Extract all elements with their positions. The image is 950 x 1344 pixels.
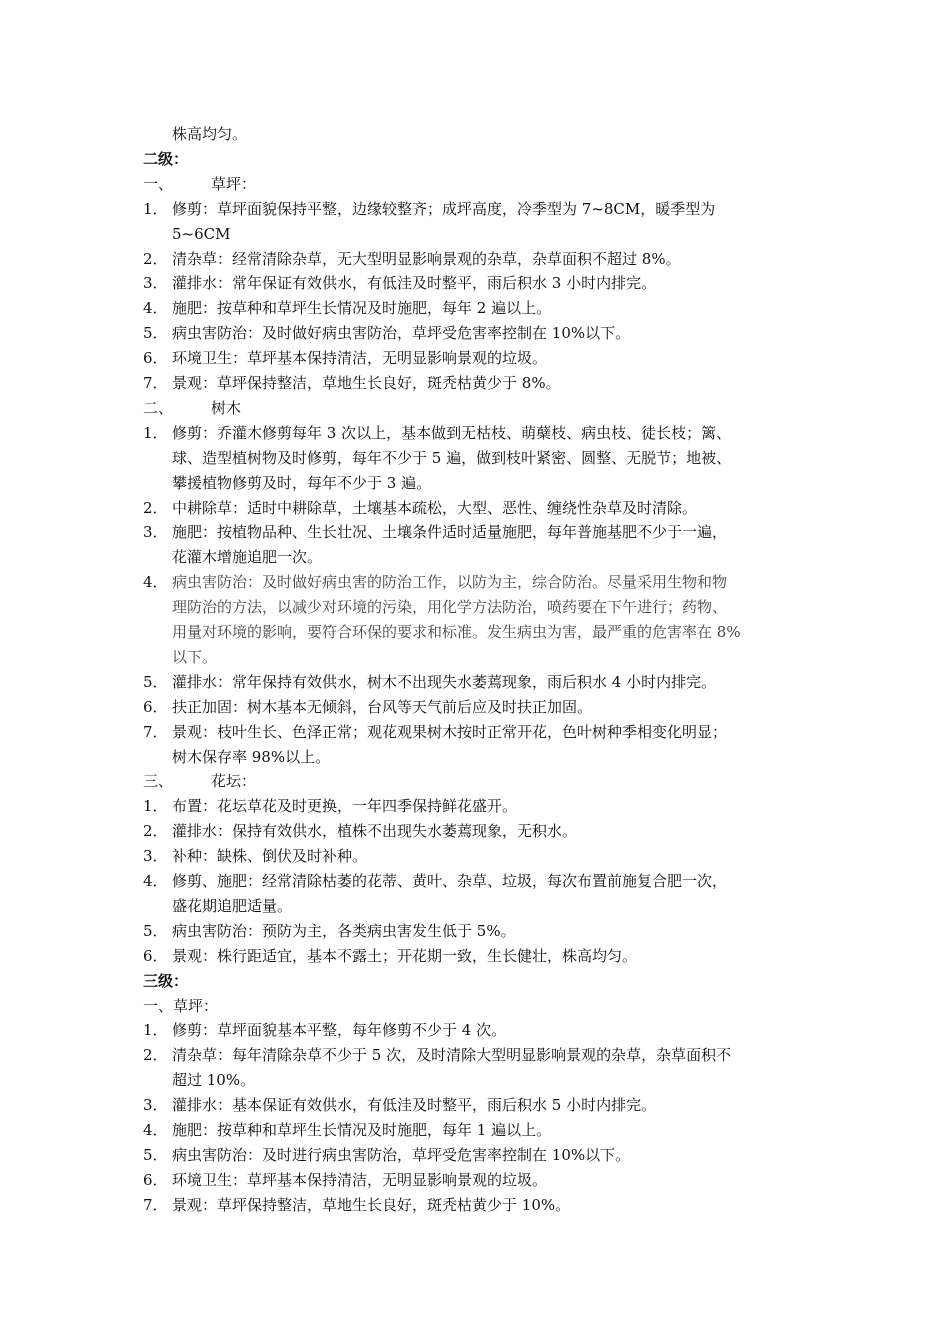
continuation-text: 株高均匀。 (172, 125, 248, 143)
item-text: 灌排水：基本保证有效供水，有低洼及时整平，雨后积水 5 小时内排完。 (172, 1096, 657, 1115)
item-number: 4． (143, 1121, 168, 1139)
item-text: 5~6CM (172, 224, 231, 243)
item-text: 扶正加固：树木基本无倾斜，台风等天气前后应及时扶正加固。 (172, 697, 593, 716)
section-number: 二、 (143, 398, 174, 417)
item-text: 修剪：草坪面貌保持平整，边缘较整齐；成坪高度，冷季型为 7~8CM，暖季型为 (172, 199, 716, 218)
item-number: 4． (143, 872, 168, 890)
item-number: 1． (143, 199, 168, 218)
item-number: 7． (143, 1195, 168, 1214)
item-text: 用量对环境的影响，要符合环保的要求和标准。发生病虫为害，最严重的危害率在 8% (172, 623, 741, 641)
item-number: 7． (143, 722, 168, 741)
item-text: 景观：草坪保持整洁，草地生长良好，斑秃枯黄少于 10%。 (172, 1195, 571, 1214)
item-text: 以下。 (172, 647, 218, 666)
item-text: 清杂草：每年清除杂草不少于 5 次，及时清除大型明显影响景观的杂草，杂草面积不 (172, 1046, 732, 1065)
section-number: 三、 (143, 772, 174, 791)
item-text: 施肥：按植物品种、生长壮况、土壤条件适时适量施肥，每年普施基肥不少于一遍， (172, 523, 728, 542)
item-text: 病虫害防治：预防为主，各类病虫害发生低于 5%。 (172, 921, 516, 940)
item-text: 病虫害防治：及时进行病虫害防治，草坪受危害率控制在 10%以下。 (172, 1145, 631, 1164)
item-text: 景观：株行距适宜，基本不露土；开花期一致，生长健壮，株高均匀。 (172, 946, 638, 965)
item-number: 5． (143, 1145, 168, 1164)
item-text: 环境卫生：草坪基本保持清洁，无明显影响景观的垃圾。 (172, 349, 548, 368)
item-number: 6． (143, 697, 168, 716)
section-title-flowerbed: 花坛： (211, 772, 257, 791)
item-number: 6． (143, 946, 168, 965)
item-text: 树木保存率 98%以上。 (172, 747, 331, 766)
item-number: 2． (143, 1046, 168, 1065)
item-text: 病虫害防治：及时做好病虫害防治，草坪受危害率控制在 10%以下。 (172, 324, 631, 343)
item-number: 1． (143, 423, 168, 442)
item-text: 灌排水：常年保证有效供水，有低洼及时整平，雨后积水 3 小时内排完。 (172, 274, 657, 293)
item-text: 中耕除草：适时中耕除草，土壤基本疏松，大型、恶性、缠绕性杂草及时清除。 (172, 498, 698, 517)
item-number: 5． (143, 672, 168, 691)
item-text: 理防治的方法，以减少对环境的污染，用化学方法防治，喷药要在下午进行；药物、 (172, 598, 728, 617)
item-number: 2． (143, 249, 168, 268)
item-number: 4． (143, 299, 168, 318)
item-text: 补种：缺株、倒伏及时补种。 (172, 847, 368, 866)
section-title-lawn: 一、草坪： (143, 996, 219, 1015)
item-text: 病虫害防治：及时做好病虫害的防治工作，以防为主，综合防治。尽量采用生物和物 (172, 573, 728, 592)
item-text: 花灌木增施追肥一次。 (172, 548, 323, 567)
item-number: 3． (143, 274, 168, 293)
item-number: 1． (143, 1021, 168, 1040)
section-title-lawn: 草坪： (211, 174, 257, 193)
item-text: 修剪：草坪面貌基本平整，每年修剪不少于 4 次。 (172, 1021, 507, 1040)
item-number: 6． (143, 1170, 168, 1189)
section-title-trees: 树木 (211, 398, 242, 417)
item-number: 2． (143, 498, 168, 517)
item-number: 3． (143, 523, 168, 542)
item-text: 环境卫生：草坪基本保持清洁，无明显影响景观的垃圾。 (172, 1170, 548, 1189)
item-text: 景观：草坪保持整洁，草地生长良好，斑秃枯黄少于 8%。 (172, 374, 561, 392)
item-text: 施肥：按草种和草坪生长情况及时施肥，每年 1 遍以上。 (172, 1121, 552, 1139)
item-text: 景观：枝叶生长、色泽正常；观花观果树木按时正常开花，色叶树种季相变化明显； (172, 722, 728, 741)
item-text: 球、造型植树物及时修剪，每年不少于 5 遍，做到枝叶紧密、圆整、无脱节；地被、 (172, 448, 732, 467)
item-text: 施肥：按草种和草坪生长情况及时施肥，每年 2 遍以上。 (172, 299, 552, 318)
section-number: 一、 (143, 174, 174, 193)
item-text: 盛花期追肥适量。 (172, 896, 293, 915)
item-number: 3． (143, 847, 168, 866)
item-text: 清杂草：经常清除杂草，无大型明显影响景观的杂草，杂草面积不超过 8%。 (172, 249, 681, 268)
item-number: 2． (143, 822, 168, 841)
item-number: 7． (143, 374, 168, 392)
level3-heading: 三级： (143, 971, 189, 990)
item-text: 灌排水：常年保持有效供水，树木不出现失水萎蔫现象，雨后积水 4 小时内排完。 (172, 672, 717, 691)
item-text: 攀援植物修剪及时，每年不少于 3 遍。 (172, 473, 432, 492)
item-number: 5． (143, 921, 168, 940)
item-text: 布置：花坛草花及时更换，一年四季保持鲜花盛开。 (172, 797, 518, 816)
item-number: 6． (143, 349, 168, 368)
item-text: 修剪：乔灌木修剪每年 3 次以上，基本做到无枯枝、萌蘖枝、病虫枝、徒长枝；篱、 (172, 423, 732, 442)
level2-heading: 二级： (143, 149, 189, 168)
item-text: 修剪、施肥：经常清除枯萎的花蒂、黄叶、杂草、垃圾，每次布置前施复合肥一次， (172, 872, 728, 890)
item-text: 灌排水：保持有效供水，植株不出现失水萎蔫现象，无积水。 (172, 822, 578, 841)
item-number: 4． (143, 573, 168, 592)
item-number: 1． (143, 797, 168, 816)
item-number: 5． (143, 324, 168, 343)
item-number: 3． (143, 1096, 168, 1115)
item-text: 超过 10%。 (172, 1071, 256, 1090)
